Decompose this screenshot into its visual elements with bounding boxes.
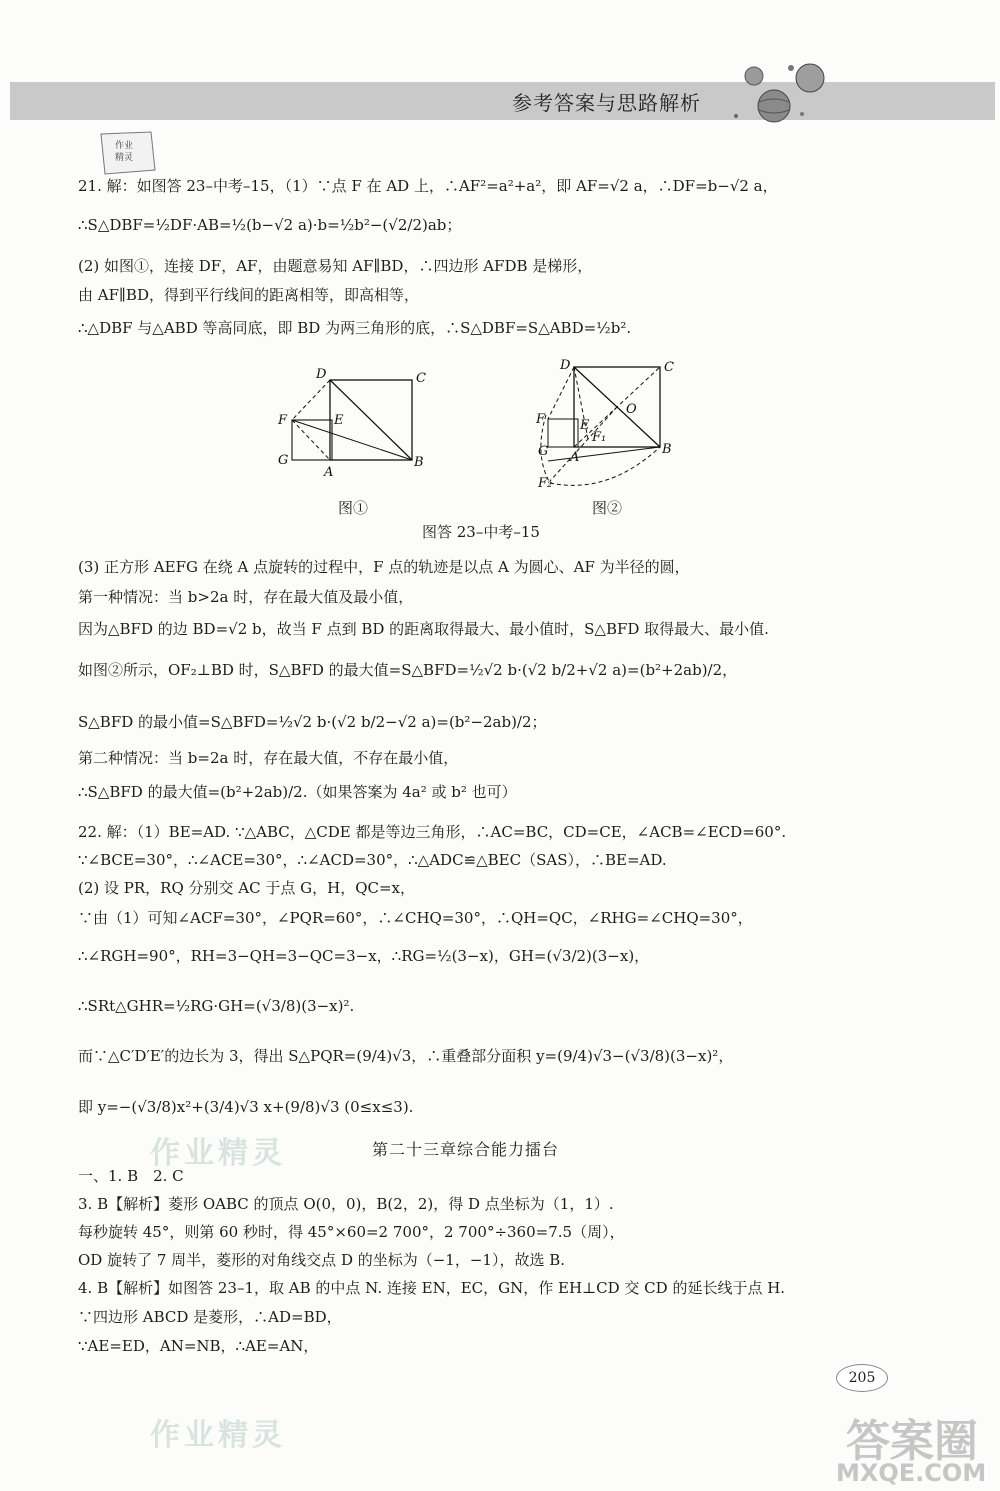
q21-line-4: 由 AF∥BD，得到平行线间的距离相等，即高相等， xyxy=(78,286,419,304)
q22-line-5: ∴∠RGH=90°，RH=3−QH=3−QC=3−x，∴RG=½(3−x)，GH=(√3/2)(3−x)， xyxy=(78,947,650,965)
q21-line-5: ∴△DBF 与△ABD 等高同底，即 BD 为两三角形的底，∴S△DBF=S△ABD=½b². xyxy=(78,319,632,337)
sec-line-6: ∵四边形 ABCD 是菱形，∴AD=BD， xyxy=(78,1308,342,1326)
fig2-label-B: B xyxy=(662,442,672,457)
fig2-label-G: G xyxy=(538,444,549,459)
watermark-2: 作业精灵 xyxy=(150,1418,286,1453)
header-band xyxy=(10,82,995,120)
q22-line-6: ∴SRt△GHR=½RG·GH=(√3/8)(3−x)². xyxy=(78,997,355,1015)
q22-line-1: 22. 解：（1）BE=AD. ∵△ABC，△CDE 都是等边三角形，∴AC=BC，CD=CE，∠ACB=∠ECD=60°. xyxy=(78,823,787,841)
fig2-label-O: O xyxy=(626,402,637,417)
sec-line-4: OD 旋转了 7 周半，菱形的对角线交点 D 的坐标为（−1，−1），故选 B. xyxy=(78,1251,566,1269)
fig1-label-A: A xyxy=(324,465,334,480)
q21-line-11: 第二种情况：当 b=2a 时，存在最大值，不存在最小值， xyxy=(78,749,459,767)
fig1-label-D: D xyxy=(316,367,327,382)
q21-line-2: ∴S△DBF=½DF·AB=½(b−√2 a)·b=½b²−(√2/2)ab； xyxy=(78,216,462,234)
fig1-label-C: C xyxy=(416,371,426,386)
q21-line-3: (2) 如图①，连接 DF，AF，由题意易知 AF∥BD，∴四边形 AFDB 是梯形， xyxy=(78,257,593,275)
q21-line-8: 因为△BFD 的边 BD=√2 b，故当 F 点到 BD 的距离取得最大、最小值时，S△BFD 取得最大、最小值. xyxy=(78,620,769,638)
section-title: 第二十三章综合能力擂台 xyxy=(372,1140,560,1159)
figure-2 xyxy=(528,355,688,495)
fig2-label-D: D xyxy=(560,358,571,373)
fig2-caption: 图② xyxy=(592,499,623,517)
fig2-label-F1: F₁ xyxy=(592,430,607,445)
q22-line-2: ∵∠BCE=30°，∴∠ACE=30°，∴∠ACD=30°，∴△ADC≌△BEC（SAS），∴BE=AD. xyxy=(78,851,667,869)
fig1-label-E: E xyxy=(334,413,344,428)
q22-line-8: 即 y=−(√3/8)x²+(3/4)√3 x+(9/8)√3 (0≤x≤3). xyxy=(78,1098,414,1116)
fig2-label-E: E xyxy=(580,418,590,433)
figure-1 xyxy=(270,362,440,502)
q21-line-10: S△BFD 的最小值=S△BFD=½√2 b·(√2 b/2−√2 a)=(b²−2ab)/2； xyxy=(78,713,547,731)
q21-line-7: 第一种情况：当 b>2a 时，存在最大值及最小值， xyxy=(78,588,414,606)
q21-line-12: ∴S△BFD 的最大值=(b²+2ab)/2.（如果答案为 4a² 或 b² 也可） xyxy=(78,783,517,801)
sec-line-5: 4. B【解析】如图答 23–1，取 AB 的中点 N. 连接 EN，EC，GN，作 EH⊥CD 交 CD 的延长线于点 H. xyxy=(78,1279,786,1297)
q22-line-7: 而∵△C′D′E′的边长为 3，得出 S△PQR=(9/4)√3，∴重叠部分面积 y=(9/4)√3−(√3/8)(3−x)²， xyxy=(78,1047,734,1065)
fig2-label-A: A xyxy=(570,450,580,465)
fig1-label-B: B xyxy=(414,455,424,470)
fig1-label-G: G xyxy=(278,453,289,468)
stamp-line1: 作业 xyxy=(115,141,134,151)
sec-line-7: ∵AE=ED，AN=NB，∴AE=AN， xyxy=(78,1337,319,1355)
watermark-1: 作业精灵 xyxy=(150,1136,286,1171)
fig2-label-C: C xyxy=(664,360,674,375)
header-title: 参考答案与思路解析 xyxy=(512,91,701,115)
q22-line-3: (2) 设 PR，RQ 分别交 AC 于点 G，H，QC=x， xyxy=(78,879,416,897)
sec-line-3: 每秒旋转 45°，则第 60 秒时，得 45°×60=2 700°，2 700°÷360=7.5（周）， xyxy=(78,1223,625,1241)
fig2-label-F2: F₂ xyxy=(538,476,553,491)
fig1-label-F: F xyxy=(278,413,288,428)
footer-brand: 答案圈 xyxy=(846,1416,978,1467)
sec-line-2: 3. B【解析】菱形 OABC 的顶点 O(0，0)，B(2，2)，得 D 点坐标为（1，1）. xyxy=(78,1195,614,1213)
footer-url: MXQE.COM xyxy=(836,1459,987,1487)
page-number: 205 xyxy=(836,1364,888,1392)
q21-line-9: 如图②所示，OF₂⊥BD 时，S△BFD 的最大值=S△BFD=½√2 b·(√2 b/2+√2 a)=(b²+2ab)/2， xyxy=(78,661,738,679)
q22-line-4: ∵由（1）可知∠ACF=30°，∠PQR=60°，∴∠CHQ=30°，∴QH=QC，∠RHG=∠CHQ=30°， xyxy=(78,909,753,927)
figure-caption: 图答 23–中考–15 xyxy=(422,523,540,541)
sec-line-1: 一、1. B 2. C xyxy=(78,1167,184,1185)
q21-line-1: 21. 解：如图答 23–中考–15，（1）∵点 F 在 AD 上，∴AF²=a²+a²，即 AF=√2 a，∴DF=b−√2 a， xyxy=(78,177,778,195)
stamp-line2: 精灵 xyxy=(115,153,134,163)
stamp-logo-icon xyxy=(97,130,157,176)
fig2-label-F: F xyxy=(536,412,546,427)
fig1-caption: 图① xyxy=(338,499,369,517)
q21-line-6: (3) 正方形 AEFG 在绕 A 点旋转的过程中，F 点的轨迹是以点 A 为圆心、AF 为半径的圆， xyxy=(78,558,690,576)
planets-decoration-icon xyxy=(726,58,826,130)
